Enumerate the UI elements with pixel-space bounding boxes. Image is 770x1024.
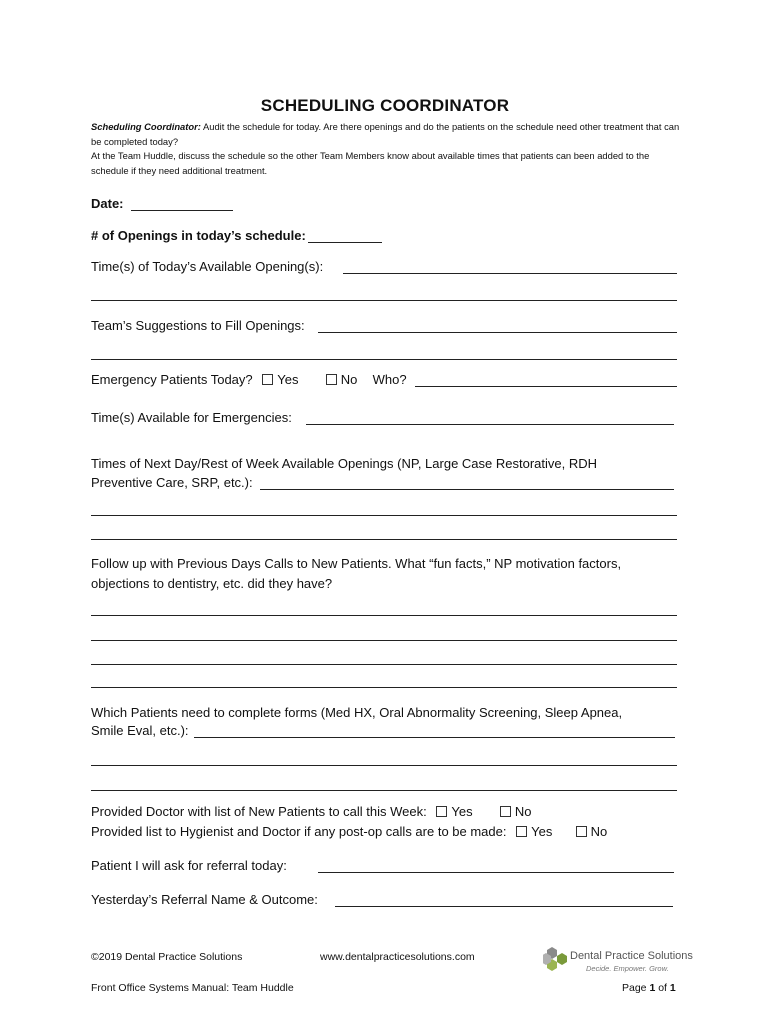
team-suggestions-field-line-2[interactable] [91, 359, 677, 360]
provided-doctor-no-label: No [514, 804, 532, 819]
emergency-yes-label: Yes [277, 372, 299, 387]
provided-hygienist-row [91, 824, 607, 839]
intro-text [91, 120, 683, 178]
emergency-who-label: Who? [372, 372, 407, 387]
followup-field-line-3[interactable] [91, 664, 677, 665]
followup-field-line-4[interactable] [91, 687, 677, 688]
page-total: 1 [669, 982, 676, 994]
logo [543, 946, 571, 977]
provided-doctor-row [91, 804, 531, 819]
followup-label-1: Follow up with Previous Days Calls to New Patients. What “fun facts,” NP motivation factors, [91, 556, 622, 571]
page-of: of [658, 982, 667, 994]
followup-field-line-2[interactable] [91, 640, 677, 641]
available-times-label: Time(s) of Today’s Available Opening(s): [91, 259, 324, 274]
referral-ask-label: Patient I will ask for referral today: [91, 858, 287, 873]
forms-field-line-3[interactable] [91, 790, 677, 791]
next-day-field-line-3[interactable] [91, 539, 677, 540]
team-suggestions-label: Team’s Suggestions to Fill Openings: [91, 318, 305, 333]
next-day-field[interactable] [260, 489, 674, 490]
provided-hygienist-no-label: No [590, 824, 608, 839]
date-field[interactable] [131, 210, 233, 211]
page-title: SCHEDULING COORDINATOR [260, 96, 510, 115]
available-times-field[interactable] [343, 273, 677, 274]
forms-field[interactable] [194, 737, 675, 738]
provided-doctor-label: Provided Doctor with list of New Patients to call this Week: [91, 804, 427, 819]
footer-website[interactable]: www.dentalpracticesolutions.com [320, 951, 475, 963]
emergency-who-field[interactable] [415, 386, 677, 387]
provided-hygienist-no-checkbox[interactable] [576, 826, 587, 837]
footer-manual: Front Office Systems Manual: Team Huddle [91, 982, 294, 994]
next-day-field-line-2[interactable] [91, 515, 677, 516]
emergency-no-checkbox[interactable] [326, 374, 337, 385]
emergency-label: Emergency Patients Today? [91, 372, 253, 387]
next-day-label-1: Times of Next Day/Rest of Week Available Openings (NP, Large Case Restorative, RDH [91, 456, 598, 471]
logo-name: Dental Practice Solutions [570, 950, 693, 962]
forms-label-2: Smile Eval, etc.): [91, 723, 189, 738]
emergency-times-label: Time(s) Available for Emergencies: [91, 410, 292, 425]
forms-label-1: Which Patients need to complete forms (Med HX, Oral Abnormality Screening, Sleep Apnea, [91, 705, 623, 720]
provided-hygienist-yes-label: Yes [531, 824, 553, 839]
provided-doctor-yes-checkbox[interactable] [436, 806, 447, 817]
forms-field-line-2[interactable] [91, 765, 677, 766]
referral-yesterday-field[interactable] [335, 906, 673, 907]
provided-hygienist-label: Provided list to Hygienist and Doctor if any post-op calls are to be made: [91, 824, 507, 839]
intro-lead: Scheduling Coordinator: [91, 121, 201, 132]
referral-ask-field[interactable] [318, 872, 674, 873]
available-times-field-line-2[interactable] [91, 300, 677, 301]
page-current: 1 [649, 982, 656, 994]
next-day-label-2: Preventive Care, SRP, etc.): [91, 475, 253, 490]
intro-paragraph-1: Audit the schedule for today. Are there openings and do the patients on the schedule need other treatment that can be completed today? [91, 121, 680, 147]
provided-doctor-no-checkbox[interactable] [500, 806, 511, 817]
emergency-yes-checkbox[interactable] [262, 374, 273, 385]
provided-hygienist-yes-checkbox[interactable] [516, 826, 527, 837]
openings-field[interactable] [308, 242, 382, 243]
emergency-no-label: No [340, 372, 358, 387]
footer-copyright: ©2019 Dental Practice Solutions [91, 951, 243, 963]
provided-doctor-yes-label: Yes [451, 804, 473, 819]
followup-field-line-1[interactable] [91, 615, 677, 616]
openings-label: # of Openings in today’s schedule: [91, 228, 306, 243]
referral-yesterday-label: Yesterday’s Referral Name & Outcome: [91, 892, 318, 907]
date-label: Date: [91, 196, 124, 211]
logo-tagline: Decide. Empower. Grow. [586, 964, 669, 973]
page-label: Page [622, 982, 647, 994]
team-suggestions-field[interactable] [318, 332, 677, 333]
emergency-row [91, 372, 407, 387]
emergency-times-field[interactable] [306, 424, 674, 425]
intro-paragraph-2: At the Team Huddle, discuss the schedule so the other Team Members know about available times that patients can been added to the schedule if they need additional treatment. [91, 150, 650, 176]
hexagon-logo-icon [543, 946, 571, 972]
footer-page-number [622, 982, 676, 994]
followup-label-2: objections to dentistry, etc. did they have? [91, 576, 333, 591]
